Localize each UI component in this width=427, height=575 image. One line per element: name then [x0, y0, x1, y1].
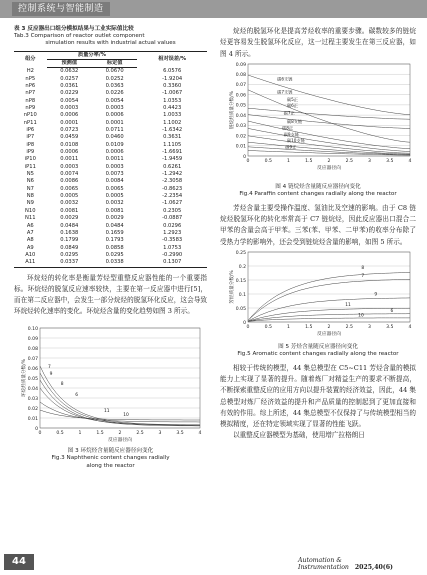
x-tick-label: 1.5	[305, 158, 313, 164]
series-line	[248, 314, 410, 322]
cell-predicted: 0.0081	[60, 207, 79, 214]
cell-error: 1.2923	[163, 229, 182, 236]
cell-component: iP11	[24, 163, 36, 170]
series-label: 碳7支链	[277, 89, 293, 95]
cell-component: nP5	[25, 75, 36, 82]
table-row	[14, 98, 207, 105]
y-tick-label: 0.07	[27, 356, 38, 362]
series-label: 9	[49, 371, 53, 377]
cell-component: nP10	[23, 112, 37, 119]
cell-error: 1.0353	[163, 97, 182, 104]
fig4-caption-cn: 图 4 链烷烃含量随反应器径向变化	[275, 183, 361, 190]
series-label: 8	[361, 265, 365, 271]
x-tick-label: 4	[408, 324, 412, 330]
cell-predicted: 0.0001	[60, 119, 79, 126]
series-line	[40, 402, 200, 422]
cell-actual: 0.0032	[105, 200, 124, 207]
table-row	[14, 193, 207, 200]
page-number: 44	[4, 554, 34, 570]
right-column	[220, 26, 416, 442]
cell-component: N11	[25, 215, 36, 222]
series-line	[40, 373, 200, 425]
series-label: 碳5正	[286, 96, 298, 102]
journal-name: Automation & Instrumentation	[298, 557, 349, 571]
col-predicted: 预测值	[47, 59, 92, 67]
x-tick-label: 2.5	[345, 158, 353, 164]
cell-error: -1.9204	[162, 75, 183, 82]
cell-component: N8	[26, 193, 34, 200]
y-tick-label: 0.2	[238, 264, 246, 270]
figure-3	[14, 322, 207, 470]
table3-caption-en-1: Tab.3 Comparison of reactor outlet component	[14, 33, 145, 40]
table-row	[14, 105, 207, 112]
x-tick-label: 4	[198, 430, 202, 436]
table-row	[14, 76, 207, 83]
x-tick-label: 1.5	[305, 324, 313, 330]
cell-component: iP8	[26, 141, 35, 148]
table3-caption-en-2: simulation results with industrial actual values	[45, 40, 176, 47]
y-tick-label: 0.05	[27, 376, 38, 382]
y-tick-label: 0.1	[238, 292, 246, 298]
cell-component: H2	[26, 68, 34, 75]
table-row	[14, 164, 207, 171]
table-row	[14, 90, 207, 97]
cell-error: 0.2305	[163, 207, 182, 214]
series-line	[248, 128, 410, 151]
fig3-chart	[14, 322, 207, 444]
x-tick-label: 3	[368, 324, 371, 330]
cell-error: -0.0887	[162, 215, 183, 222]
x-tick-label: 3.5	[176, 430, 184, 436]
series-line	[248, 272, 410, 320]
table-row	[14, 68, 207, 76]
series-line	[248, 150, 410, 155]
body-text-naphthenes: 环烷烃的转化率是衡量芳烃型重整反应器性能的一个重要指标。环烷烃的脱氢反应速率较快，主要在第一反应器中进行[5]，而在第二反应器中，会发生一部分烷烃的脱氢环化反应，这会导致环烷烃转化速率的变化。环烷烃含量的变化趋势如图 3 所示。	[14, 273, 207, 316]
series-label: 碳6正	[286, 103, 298, 109]
table-row	[14, 149, 207, 156]
series-label: 10	[358, 313, 364, 319]
y-tick-label: 0.07	[235, 83, 246, 89]
section-header	[0, 0, 427, 18]
x-axis-label: 反应器径向	[108, 437, 132, 443]
cell-actual: 0.0003	[105, 163, 124, 170]
cell-component: N6	[26, 178, 34, 185]
table3	[14, 51, 207, 268]
y-tick-label: 0.06	[235, 93, 246, 99]
cell-actual: 0.0109	[105, 141, 124, 148]
y-tick-label: 0.10	[27, 326, 38, 332]
cell-predicted: 0.0029	[60, 215, 79, 222]
table3-caption-cn: 表 3 反应器出口组分模拟结果与工业实际值比较	[14, 26, 134, 32]
cell-component: N9	[26, 200, 34, 207]
y-axis-label: 芳烃质量分数/%	[230, 270, 235, 304]
series-label: 8	[60, 381, 64, 387]
table-row	[14, 259, 207, 267]
cell-component: nP9	[25, 105, 36, 112]
series-line	[248, 318, 410, 321]
cell-actual: 0.0006	[105, 149, 124, 156]
cell-actual: 0.0226	[105, 90, 124, 97]
col-mass: 质量分率/%	[47, 51, 138, 59]
table-row	[14, 171, 207, 178]
table-row	[14, 215, 207, 222]
cell-predicted: 0.1799	[60, 237, 79, 244]
cell-error: 1.0033	[163, 112, 182, 119]
cell-error: -1.0627	[162, 200, 183, 207]
y-tick-label: 0	[243, 320, 246, 326]
cell-actual: 0.0460	[105, 134, 124, 141]
series-line	[40, 380, 200, 426]
series-label: 碳6支链	[277, 76, 293, 82]
cell-component: A11	[14, 259, 47, 267]
table-row	[14, 112, 207, 119]
table-row	[14, 134, 207, 141]
series-label: 碳9支链	[283, 131, 299, 137]
x-tick-label: 0.5	[56, 430, 64, 436]
cell-predicted: 0.0849	[60, 244, 79, 251]
table-row	[14, 178, 207, 185]
cell-predicted: 0.0484	[60, 222, 79, 229]
y-tick-label: 0.09	[27, 336, 38, 342]
table-row	[14, 186, 207, 193]
series-label: 11	[345, 302, 351, 308]
cell-error: -1.6691	[162, 149, 183, 156]
cell-predicted: 0.0337	[47, 259, 92, 267]
table-row	[14, 245, 207, 252]
col-component: 组分	[14, 51, 47, 68]
body-text-aromatics: 芳烃含量主要受操作温度、氢油比及空速的影响。由于 C8 链烷烃脱氢环化的转化率常高于 C7 链烷烃，因此反应器出口混合二甲苯的含量会高于甲苯。三苯(苯、甲苯、二甲苯)的收率分布除了受热力学的影响外，还会受到链烷烃含量的影响，如图 5 所示。	[220, 203, 416, 246]
cell-component: A6	[26, 222, 34, 229]
x-tick-label: 0.5	[264, 324, 272, 330]
cell-predicted: 0.0257	[60, 75, 79, 82]
cell-actual: 0.0054	[105, 97, 124, 104]
cell-actual: 0.0338	[92, 259, 137, 267]
cell-actual: 0.0670	[105, 68, 124, 75]
x-axis-label: 反应器径向	[317, 331, 341, 337]
cell-component: nP8	[25, 97, 36, 104]
y-tick-label: 0.08	[235, 72, 246, 78]
cell-actual: 0.0065	[105, 185, 124, 192]
cell-predicted: 0.0229	[60, 90, 79, 97]
cell-component: N10	[25, 207, 36, 214]
y-tick-label: 0.02	[235, 134, 246, 140]
cell-component: N7	[26, 185, 34, 192]
cell-error: -2.2354	[162, 193, 183, 200]
x-tick-label: 0	[246, 324, 250, 330]
cell-error: -0.8623	[162, 185, 183, 192]
cell-error: 1.0753	[163, 244, 182, 251]
cell-error: -1.0067	[162, 90, 183, 97]
table-row	[14, 200, 207, 207]
body-text-reactor-model: 以重整反应器模型为基础，使用增广拉格朗日	[233, 431, 365, 440]
x-tick-label: 0	[246, 158, 250, 164]
series-label: 9	[374, 292, 378, 298]
x-tick-label: 2.5	[345, 324, 353, 330]
cell-component: A7	[26, 229, 34, 236]
cell-error: -1.6342	[162, 127, 183, 134]
cell-predicted: 0.1638	[60, 229, 79, 236]
cell-predicted: 0.0632	[60, 68, 79, 75]
body-text-model-comparison: 相较于传统的模型，44 集总模型在 C5~C11 芳烃含量的模拟能力上实现了显著的提升。随着炼厂对精益生产的要求不断提高，不断探索重整反应的应用方向以提升装置的经济效益，因此，44 集总模型对炼厂经济效益的提升和产品质量的控制起到了更加直接和有效的作用。综上所述，44 集总模型不仅保持了与传统模型相当的模拟精度，还在特定领域实现了显著的性能飞跃。	[220, 363, 416, 429]
cell-actual: 0.0084	[105, 178, 124, 185]
plot-frame	[248, 252, 410, 322]
series-label: 碳8正	[282, 125, 294, 131]
table-row	[14, 223, 207, 230]
x-tick-label: 1	[287, 158, 290, 164]
cell-actual: 0.0001	[105, 119, 124, 126]
cell-component: nP7	[25, 90, 36, 97]
cell-predicted: 0.0723	[60, 127, 79, 134]
y-axis-label: 链烷烃质量分数/%	[230, 90, 235, 129]
x-tick-label: 2	[327, 158, 331, 164]
y-tick-label: 0.25	[235, 250, 246, 256]
cell-component: A9	[26, 244, 34, 251]
y-tick-label: 0.02	[27, 406, 38, 412]
x-tick-label: 3	[368, 158, 371, 164]
cell-predicted: 0.0032	[60, 200, 79, 207]
x-tick-label: 0.5	[264, 158, 272, 164]
y-axis-label: 环烷烃质量分数/%	[22, 358, 27, 397]
cell-error: 0.3360	[163, 82, 182, 89]
y-tick-label: 0.05	[235, 103, 246, 109]
cell-component: iP6	[26, 127, 35, 134]
body-text-paraffins: 烷烃的脱氢环化是提高芳烃收率的重要步骤。碳数较多的链烷烃更容易发生脱氢环化反应，这一过程主要发生在第三反应器，如图 4 所示。	[220, 27, 416, 58]
cell-actual: 0.0363	[105, 82, 124, 89]
table-row	[14, 142, 207, 149]
cell-component: N5	[26, 171, 34, 178]
series-label: 碳9正	[285, 144, 297, 150]
fig3-caption-en-2: along the reactor	[86, 462, 135, 469]
figure-5	[220, 248, 416, 359]
cell-predicted: 0.0108	[60, 141, 79, 148]
table-row	[14, 237, 207, 244]
cell-error: -1.9459	[162, 156, 183, 163]
cell-error: 0.6261	[163, 163, 182, 170]
series-label: 碳7正	[283, 110, 295, 116]
x-tick-label: 0	[38, 430, 42, 436]
cell-actual: 0.1659	[105, 229, 124, 236]
x-tick-label: 2.5	[136, 430, 144, 436]
cell-component: nP11	[23, 119, 37, 126]
y-tick-label: 0.15	[235, 278, 246, 284]
series-line	[248, 90, 410, 142]
table-row	[14, 230, 207, 237]
figure-4	[220, 60, 416, 199]
x-tick-label: 3.5	[386, 324, 394, 330]
fig4-caption-en: Fig.4 Paraffin content changes radially along the reactor	[239, 191, 397, 198]
table-row	[14, 120, 207, 127]
cell-actual: 0.0003	[105, 105, 124, 112]
y-tick-label: 0.09	[235, 62, 246, 68]
fig3-caption-en-1: Fig.3 Naphthenic content changes radially	[51, 455, 170, 462]
y-tick-label: 0	[243, 154, 246, 160]
y-tick-label: 0.03	[235, 124, 246, 130]
cell-component: iP10	[24, 156, 36, 163]
y-tick-label: 0.01	[27, 416, 38, 422]
cell-actual: 0.0711	[105, 127, 124, 134]
fig5-caption-cn: 图 5 芳烃含量随反应器径向变化	[278, 343, 358, 350]
cell-actual: 0.0295	[105, 251, 124, 258]
cell-predicted: 0.0459	[60, 134, 79, 141]
fig5-caption-en: Fig.5 Aromatic content changes radially along the reactor	[237, 351, 399, 358]
series-line	[248, 114, 410, 128]
cell-predicted: 0.0074	[60, 171, 79, 178]
series-label: 10	[123, 412, 129, 418]
cell-error: 0.3631	[163, 134, 182, 141]
fig3-caption-cn: 图 3 环烷烃含量随反应器径向变化	[67, 447, 154, 454]
cell-error: -0.2990	[162, 251, 183, 258]
cell-error: 0.0296	[163, 222, 182, 229]
cell-actual: 0.0029	[105, 215, 124, 222]
cell-error: 0.1307	[137, 259, 207, 267]
cell-error: -1.2942	[162, 171, 183, 178]
x-tick-label: 1.5	[96, 430, 104, 436]
series-label: 7	[48, 364, 51, 370]
journal-footer	[298, 557, 427, 571]
cell-component: iP9	[26, 149, 35, 156]
series-label: 6	[75, 392, 78, 398]
y-tick-label: 0.04	[27, 386, 38, 392]
cell-actual: 0.0858	[105, 244, 124, 251]
table-row	[14, 127, 207, 134]
y-tick-label: 0.06	[27, 366, 38, 372]
series-label: 碳10支链	[286, 138, 305, 144]
table-row	[14, 83, 207, 90]
cell-predicted: 0.0295	[60, 251, 79, 258]
cell-component: iP7	[26, 134, 35, 141]
table-row	[14, 208, 207, 215]
cell-predicted: 0.0065	[60, 185, 79, 192]
x-tick-label: 2	[327, 324, 331, 330]
cell-error: -0.3583	[162, 237, 183, 244]
cell-actual: 0.0073	[105, 171, 124, 178]
series-line	[40, 410, 200, 420]
col-actual: 标定值	[92, 59, 137, 67]
cell-actual: 0.1793	[105, 237, 124, 244]
col-error: 相对误差/%	[137, 51, 207, 68]
y-tick-label: 0	[35, 426, 38, 432]
series-label: 碳8支链	[286, 118, 303, 124]
x-tick-label: 3.5	[386, 158, 394, 164]
plot-frame	[248, 64, 410, 156]
y-tick-label: 0.04	[235, 113, 246, 119]
cell-error: -2.3058	[162, 178, 183, 185]
fig5-chart	[220, 248, 416, 340]
cell-error: 6.0576	[163, 68, 182, 75]
series-label: 6	[390, 309, 394, 315]
cell-predicted: 0.0003	[60, 105, 79, 112]
cell-predicted: 0.0361	[60, 82, 79, 89]
cell-component: A8	[26, 237, 34, 244]
table-row	[14, 252, 207, 259]
cell-predicted: 0.0011	[60, 156, 79, 163]
cell-predicted: 0.0006	[60, 112, 79, 119]
x-tick-label: 4	[408, 158, 412, 164]
y-tick-label: 0.05	[235, 306, 246, 312]
section-title: 控制系统与智能制造	[12, 2, 110, 16]
cell-actual: 0.0484	[105, 222, 124, 229]
x-tick-label: 1	[287, 324, 290, 330]
y-tick-label: 0.01	[235, 144, 246, 150]
y-tick-label: 0.03	[27, 396, 38, 402]
cell-actual: 0.0006	[105, 112, 124, 119]
series-label: 7	[361, 274, 365, 280]
cell-actual: 0.0011	[105, 156, 124, 163]
cell-component: nP6	[25, 82, 36, 89]
fig4-chart	[220, 60, 416, 180]
cell-actual: 0.0081	[105, 207, 124, 214]
cell-predicted: 0.0086	[60, 178, 79, 185]
cell-predicted: 0.0003	[60, 163, 79, 170]
x-tick-label: 3	[158, 430, 162, 436]
cell-actual: 0.0252	[105, 75, 124, 82]
cell-predicted: 0.0054	[60, 97, 79, 104]
cell-error: 0.4423	[163, 105, 182, 112]
y-tick-label: 0.08	[27, 346, 38, 352]
x-axis-label: 反应器径向	[317, 165, 341, 171]
cell-actual: 0.0005	[105, 193, 124, 200]
series-label: 11	[104, 408, 110, 414]
left-column	[14, 26, 207, 470]
x-tick-label: 2	[118, 430, 122, 436]
cell-component: A10	[25, 251, 36, 258]
cell-predicted: 0.0005	[60, 193, 79, 200]
table-row	[14, 156, 207, 163]
cell-error: 1.1002	[163, 119, 182, 126]
journal-volume: 2025,40(6)	[354, 564, 393, 571]
cell-predicted: 0.0006	[60, 149, 79, 156]
cell-error: 1.1105	[163, 141, 182, 148]
x-tick-label: 1	[78, 430, 82, 436]
